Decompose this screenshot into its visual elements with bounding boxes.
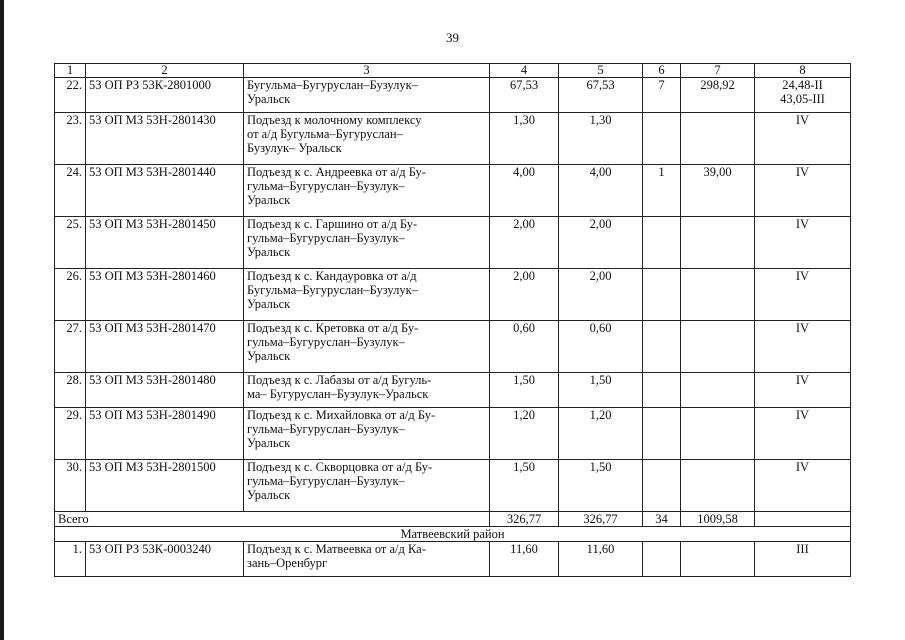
road-code: 53 ОП МЗ 53Н-2801450 — [86, 217, 244, 269]
row-number: 1. — [55, 542, 86, 577]
road-category: IV — [755, 460, 851, 512]
road-category: IV — [755, 269, 851, 321]
total-bridge-count: 34 — [643, 512, 681, 527]
table-row — [55, 460, 851, 512]
length-total: 1,20 — [490, 408, 559, 460]
road-code: 53 ОП МЗ 53Н-2801460 — [86, 269, 244, 321]
road-category: IV — [755, 217, 851, 269]
length-paved: 1,50 — [559, 373, 643, 408]
length-paved: 1,30 — [559, 113, 643, 165]
table-row — [55, 78, 851, 113]
road-name: Бугульма–Бугуруслан–Бузулук– Уральск — [244, 78, 490, 113]
road-category: 24,48-II 43,05-III — [755, 78, 851, 113]
road-code: 53 ОП РЗ 53К-0003240 — [86, 542, 244, 577]
table-row — [55, 165, 851, 217]
road-name: Подъезд к с. Гаршино от а/д Бу- гульма–Бугуруслан–Бузулук– Уральск — [244, 217, 490, 269]
length-total: 2,00 — [490, 217, 559, 269]
road-code: 53 ОП МЗ 53Н-2801490 — [86, 408, 244, 460]
district-name: Матвеевский район — [55, 527, 851, 542]
road-name: Подъезд к с. Михайловка от а/д Бу- гульма–Бугуруслан–Бузулук– Уральск — [244, 408, 490, 460]
bridge-length — [681, 113, 755, 165]
bridge-count — [643, 321, 681, 373]
road-name: Подъезд к с. Кандауровка от а/д Бугульма–Бугуруслан–Бузулук– Уральск — [244, 269, 490, 321]
header-row — [55, 64, 851, 78]
length-total: 2,00 — [490, 269, 559, 321]
length-paved: 2,00 — [559, 217, 643, 269]
length-paved: 1,50 — [559, 460, 643, 512]
road-category: IV — [755, 321, 851, 373]
header-cell: 1 — [55, 64, 86, 78]
road-name: Подъезд к молочному комплексу от а/д Бугульма–Бугуруслан– Бузулук– Уральск — [244, 113, 490, 165]
length-paved: 0,60 — [559, 321, 643, 373]
bridge-count — [643, 408, 681, 460]
header-cell: 8 — [755, 64, 851, 78]
road-code: 53 ОП МЗ 53Н-2801480 — [86, 373, 244, 408]
bridge-length — [681, 460, 755, 512]
total-bridge-length: 1009,58 — [681, 512, 755, 527]
bridge-length — [681, 269, 755, 321]
length-total: 1,50 — [490, 460, 559, 512]
length-total: 11,60 — [490, 542, 559, 577]
road-category: IV — [755, 373, 851, 408]
road-name: Подъезд к с. Матвеевка от а/д Ка- зань–Оренбург — [244, 542, 490, 577]
bridge-length: 39,00 — [681, 165, 755, 217]
scan-edge — [0, 0, 4, 640]
row-number: 23. — [55, 113, 86, 165]
district-row — [55, 527, 851, 542]
row-number: 30. — [55, 460, 86, 512]
road-code: 53 ОП МЗ 53Н-2801430 — [86, 113, 244, 165]
road-name: Подъезд к с. Андреевка от а/д Бу- гульма–Бугуруслан–Бузулук– Уральск — [244, 165, 490, 217]
district-table-row — [55, 542, 851, 577]
row-number: 22. — [55, 78, 86, 113]
bridge-length: 298,92 — [681, 78, 755, 113]
header-cell: 6 — [643, 64, 681, 78]
road-category: III — [755, 542, 851, 577]
bridge-count: 7 — [643, 78, 681, 113]
bridge-length — [681, 373, 755, 408]
bridge-length — [681, 542, 755, 577]
table-row — [55, 373, 851, 408]
roads-table-body — [55, 64, 851, 577]
bridge-count: 1 — [643, 165, 681, 217]
road-code: 53 ОП МЗ 53Н-2801440 — [86, 165, 244, 217]
road-category: IV — [755, 113, 851, 165]
road-code: 53 ОП МЗ 53Н-2801470 — [86, 321, 244, 373]
header-cell: 4 — [490, 64, 559, 78]
length-total: 0,60 — [490, 321, 559, 373]
road-name: Подъезд к с. Лабазы от а/д Бугуль- ма– Бугуруслан–Бузулук–Уральск — [244, 373, 490, 408]
row-number: 27. — [55, 321, 86, 373]
header-cell: 3 — [244, 64, 490, 78]
length-paved: 67,53 — [559, 78, 643, 113]
length-paved: 2,00 — [559, 269, 643, 321]
bridge-count — [643, 542, 681, 577]
road-category: IV — [755, 408, 851, 460]
row-number: 24. — [55, 165, 86, 217]
table-row — [55, 269, 851, 321]
row-number: 28. — [55, 373, 86, 408]
page-number: 39 — [446, 30, 459, 45]
total-category — [755, 512, 851, 527]
roads-table — [54, 63, 851, 577]
bridge-length — [681, 408, 755, 460]
bridge-count — [643, 269, 681, 321]
header-cell: 2 — [86, 64, 244, 78]
row-number: 29. — [55, 408, 86, 460]
total-label: Всего — [55, 512, 490, 527]
bridge-count — [643, 217, 681, 269]
header-cell: 7 — [681, 64, 755, 78]
total-length: 326,77 — [490, 512, 559, 527]
length-paved: 4,00 — [559, 165, 643, 217]
road-category: IV — [755, 165, 851, 217]
road-code: 53 ОП РЗ 53К-2801000 — [86, 78, 244, 113]
length-total: 1,50 — [490, 373, 559, 408]
total-paved: 326,77 — [559, 512, 643, 527]
bridge-count — [643, 113, 681, 165]
total-row — [55, 512, 851, 527]
bridge-length — [681, 321, 755, 373]
length-total: 67,53 — [490, 78, 559, 113]
table-row — [55, 321, 851, 373]
row-number: 26. — [55, 269, 86, 321]
road-name: Подъезд к с. Скворцовка от а/д Бу- гульма–Бугуруслан–Бузулук– Уральск — [244, 460, 490, 512]
length-paved: 11,60 — [559, 542, 643, 577]
bridge-count — [643, 460, 681, 512]
bridge-count — [643, 373, 681, 408]
length-total: 4,00 — [490, 165, 559, 217]
row-number: 25. — [55, 217, 86, 269]
header-cell: 5 — [559, 64, 643, 78]
road-name: Подъезд к с. Кретовка от а/д Бу- гульма–Бугуруслан–Бузулук– Уральск — [244, 321, 490, 373]
table-row — [55, 113, 851, 165]
road-code: 53 ОП МЗ 53Н-2801500 — [86, 460, 244, 512]
bridge-length — [681, 217, 755, 269]
length-total: 1,30 — [490, 113, 559, 165]
table-row — [55, 217, 851, 269]
table-row — [55, 408, 851, 460]
length-paved: 1,20 — [559, 408, 643, 460]
